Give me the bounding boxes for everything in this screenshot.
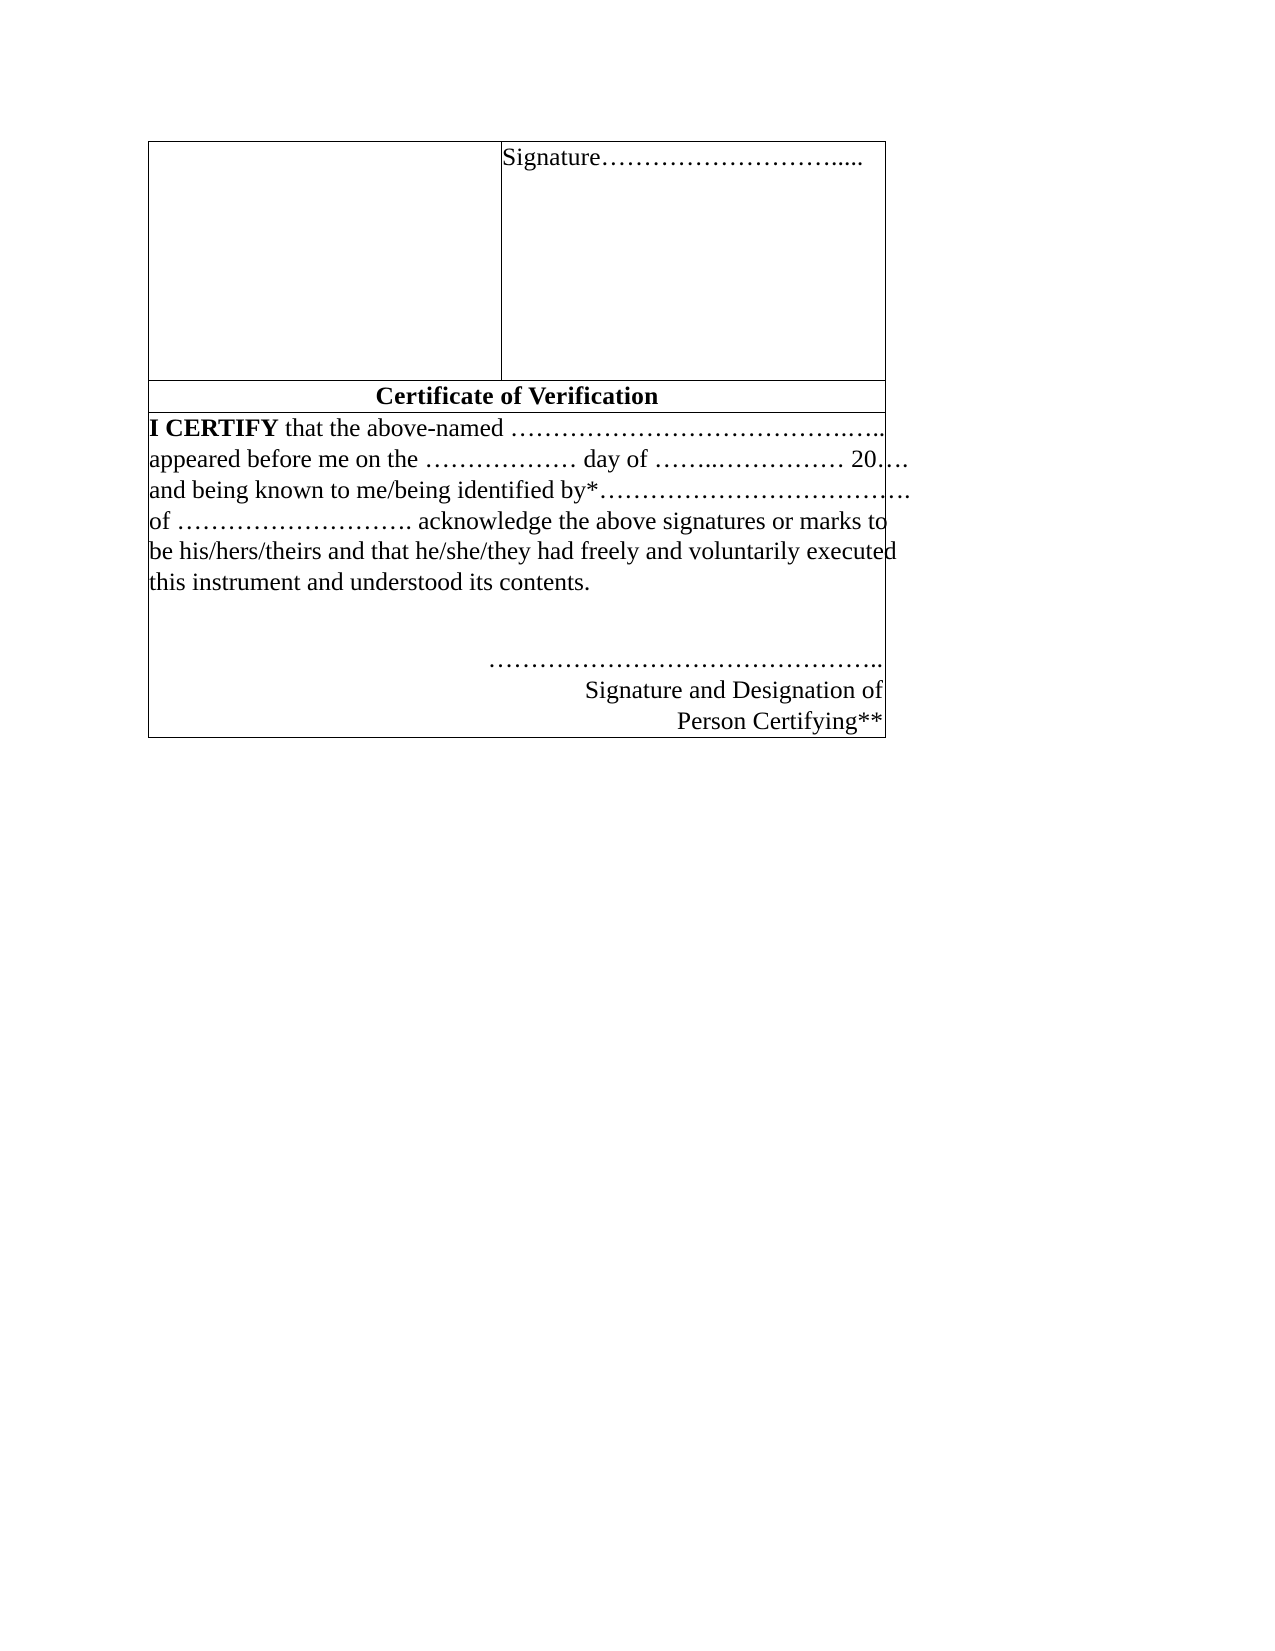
paragraph-line-1-text: that the above-named ………………………………….….. (278, 412, 886, 442)
blank-left-cell (149, 142, 502, 381)
certificate-form-table (148, 141, 911, 738)
heading-cell (149, 381, 886, 413)
paragraph-line-2: appeared before me on the ……………… day of ……..…………… 20…. (149, 443, 909, 473)
signature-cell (502, 142, 886, 381)
paragraph-line-3: and being known to me/being identified by*………………………………. (149, 474, 911, 504)
body-cell (149, 412, 911, 738)
table-row-signature (149, 142, 886, 381)
certification-paragraph (149, 412, 911, 599)
certifier-signature-dotted-line: ……………………………………….. (487, 644, 883, 674)
table-row-body (149, 412, 886, 738)
paragraph-line-5: be his/hers/theirs and that he/she/they had freely and voluntarily executed (149, 536, 897, 566)
paragraph-line-4: of ………………………. acknowledge the above signatures or marks to (149, 505, 888, 535)
signature-field-label: Signature………………………..... (502, 142, 864, 171)
certifier-label-line-1: Signature and Designation of (584, 675, 883, 705)
paragraph-line-6: this instrument and understood its contents. (149, 567, 591, 597)
i-certify-lead: I CERTIFY (149, 412, 279, 442)
table-row-heading (149, 381, 886, 413)
certifier-label-line-2: Person Certifying** (676, 706, 883, 736)
certifier-signature-block (149, 644, 885, 737)
paragraph-line-1 (149, 413, 885, 444)
certificate-of-verification-title: Certificate of Verification (375, 381, 659, 410)
